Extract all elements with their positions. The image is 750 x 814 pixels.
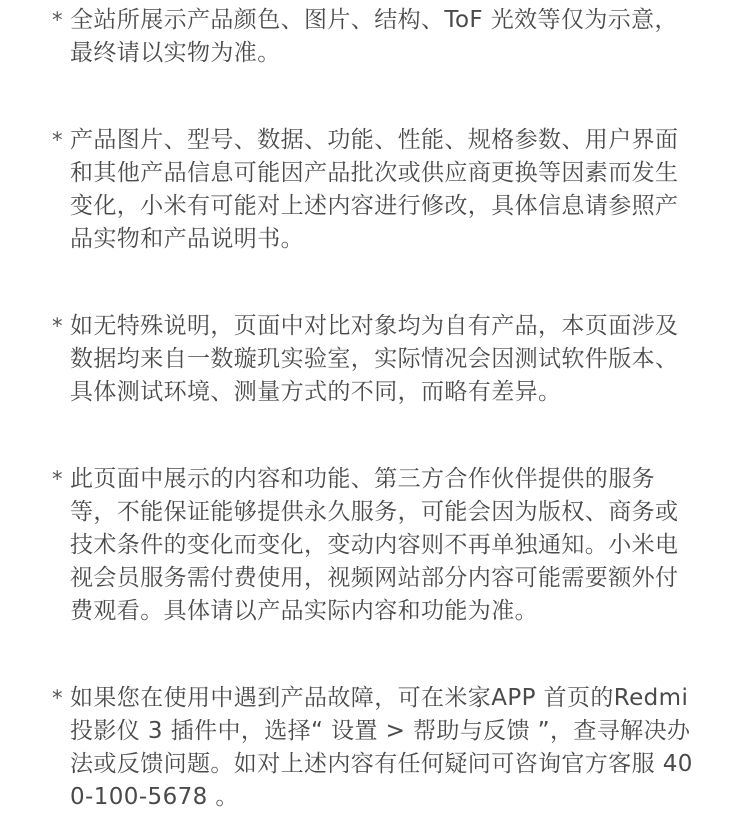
asterisk-marker: * xyxy=(52,128,63,152)
disclaimer-list xyxy=(52,4,700,814)
asterisk-marker: * xyxy=(52,8,63,32)
disclaimer-item-support xyxy=(52,682,700,814)
asterisk-marker: * xyxy=(52,686,63,710)
disclaimer-item-services xyxy=(52,463,700,628)
disclaimer-text: 此页面中展示的内容和功能、第三方合作伙伴提供的服务等，不能保证能够提供永久服务，可能会因为版权、商务或技术条件的变化而变化，变动内容则不再单独通知。小米电视会员服务需付费使用，视频网站部分内容可能需要额外付费观看。具体请以产品实际内容和功能为准。 xyxy=(70,466,679,624)
disclaimer-text: 产品图片、型号、数据、功能、性能、规格参数、用户界面和其他产品信息可能因产品批次或供应商更换等因素而发生变化，小米有可能对上述内容进行修改，具体信息请参照产品实物和产品说明书。 xyxy=(70,127,679,252)
asterisk-marker: * xyxy=(52,467,63,491)
disclaimer-item-display xyxy=(52,4,700,70)
disclaimer-item-testing xyxy=(52,310,700,409)
asterisk-marker: * xyxy=(52,314,63,338)
disclaimer-item-specs xyxy=(52,124,700,256)
disclaimer-text: 如果您在使用中遇到产品故障，可在米家APP 首页的Redmi投影仪 3 插件中，选择“ 设置 > 帮助与反馈 ”，查寻解决办法或反馈问题。如对上述内容有任何疑问可咨询官方客服 400-100-5678 。 xyxy=(70,685,693,810)
disclaimer-text: 如无特殊说明，页面中对比对象均为自有产品，本页面涉及数据均来自一数璇玑实验室，实际情况会因测试软件版本、具体测试环境、测量方式的不同，而略有差异。 xyxy=(70,313,679,405)
disclaimer-text: 全站所展示产品颜色、图片、结构、ToF 光效等仅为示意，最终请以实物为准。 xyxy=(70,7,678,66)
